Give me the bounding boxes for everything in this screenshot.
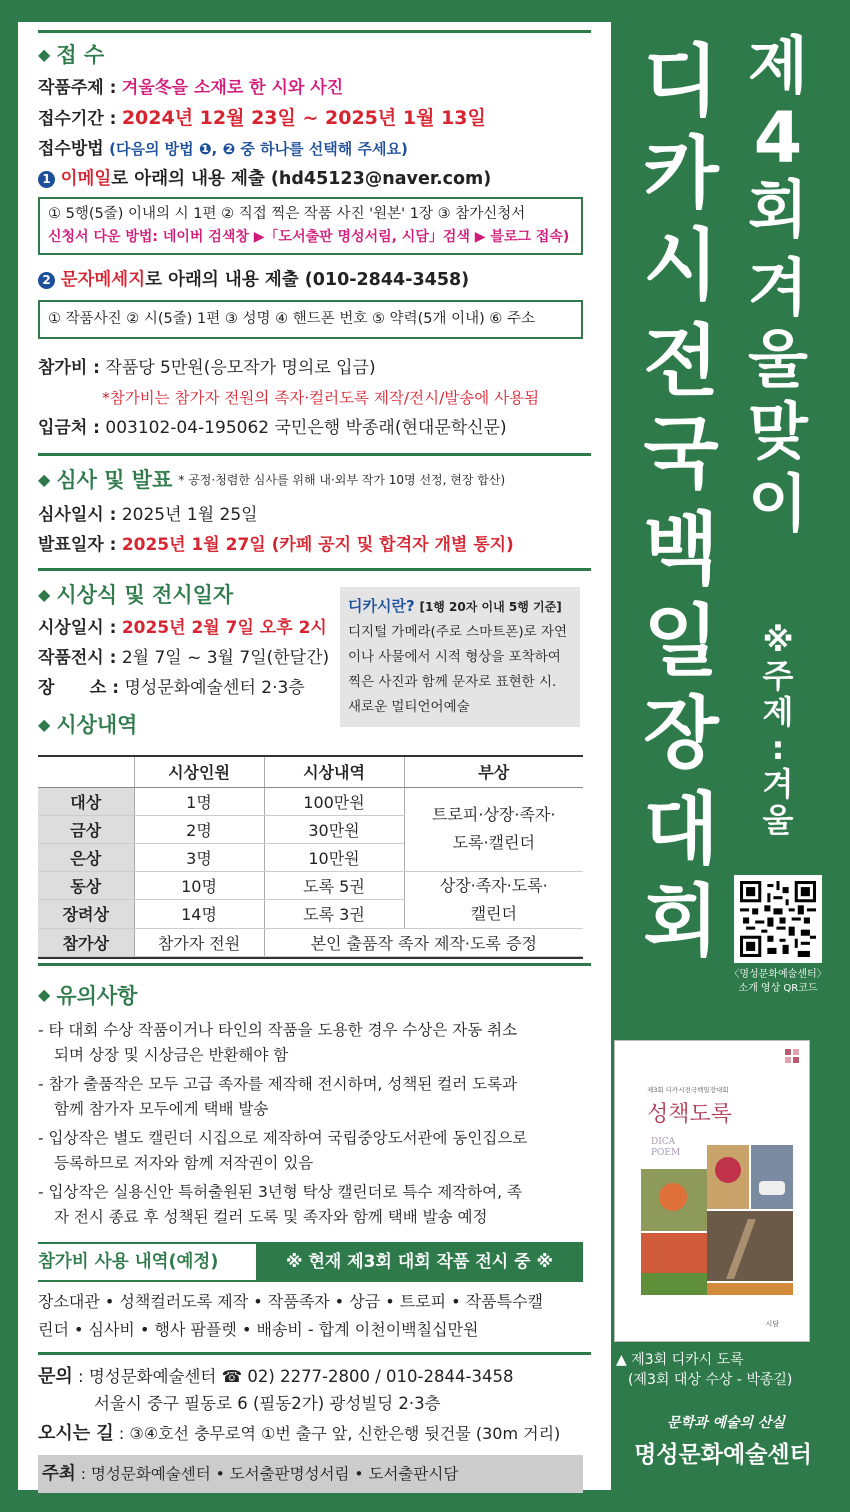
fee-row: 참가비 : 작품당 5만원(응모작가 명의로 입금) (38, 358, 376, 378)
book-photo-tree (641, 1233, 707, 1295)
period-row: 접수기간 : 2024년 12월 23일 ~ 2025년 1월 13일 (38, 107, 486, 129)
org-slogan: 문학과 예술의 산실 (667, 1415, 785, 1431)
divider (38, 963, 591, 966)
qr-code-icon (740, 881, 816, 957)
table-row: 참가상 참가자 전원 본인 출품작 족자 제작·도록 증정 (38, 928, 583, 956)
book-photo-shoes (751, 1145, 793, 1209)
exhibit-row: 작품전시 : 2월 7일 ~ 3월 7일(한달간) (38, 648, 330, 668)
list-item: - 참가 출품작은 모두 고급 족자를 제작해 전시하며, 성책된 컬러 도록과 함께 참가자 모두에게 택배 발송 (38, 1074, 518, 1118)
fee-note: *참가비는 참가자 전원의 족자·컬러도록 제작/전시/발송에 사용됨 (102, 389, 540, 407)
divider (38, 453, 591, 456)
place-row: 장 소 : 명성문화예술센터 2·3층 (38, 678, 305, 698)
exhibition-banner: ※ 현재 제3회 대회 작품 전시 중 ※ (256, 1244, 583, 1280)
email-requirements-box: ① 5행(5줄) 이내의 시 1편 ② 직접 찍은 작품 사진 '원본' 1장 ③ 참가신청서 신청서 다운 방법: 네이버 검색창 ▶「도서출판 명성서림, 시담」검색 ▶ 블로그 접속) (38, 197, 583, 255)
theme-row: 작품주제 : 겨울冬을 소재로 한 시와 사진 (38, 78, 344, 98)
book-caption: ▲ 제3회 디카시 도록 (제3회 대상 수상 - 박종길) (616, 1352, 793, 1388)
main-vertical-title: 디 카 시 전 국 백 일 장 대 회 (643, 37, 719, 967)
table-row: 금상 2명 30만원 (38, 815, 583, 843)
book-photo-flower (641, 1169, 707, 1231)
inquiry-row: 문의 : 명성문화예술센터 ☎ 02) 2277-2800 / 010-2844-3458 (38, 1365, 514, 1387)
main-panel (18, 22, 611, 1490)
section-ceremony-title: ◆ 시상식 및 전시일자 (38, 583, 234, 607)
section-awards-title: ◆ 시상내역 (38, 713, 138, 737)
table-row: 은상 3명 10만원 (38, 843, 583, 871)
book-photo-strip (707, 1283, 793, 1295)
number-1-icon: 1 (38, 171, 55, 188)
usage-line-2: 린더 • 심사비 • 행사 팜플렛 • 배송비 - 합계 이천이백칠십만원 (38, 1319, 479, 1339)
catalog-book-image: 제3회 디카시전국백일장대회 성책도록 DICA POEM 시담 (614, 1040, 810, 1342)
list-item: - 입상작은 별도 캘린더 시집으로 제작하여 국립중앙도서관에 동인집으로 등록하므로 저자와 함께 저작권이 있음 (38, 1128, 528, 1172)
dica-definition-box: 디카시란? [1행 20자 이내 5행 기준] 디지털 가메라(주로 스마트폰)로 자연 이나 사물에서 시적 형상을 포착하여 찍은 사진과 함께 문자로 표현한 시. 새로운 멀티언어예술 (340, 587, 580, 727)
announce-row: 발표일자 : 2025년 1월 27일 (카페 공지 및 합격자 개별 통지) (38, 535, 514, 555)
notes-list (38, 1018, 583, 1230)
judging-date-row: 심사일시 : 2025년 1월 25일 (38, 505, 258, 525)
divider (38, 1352, 591, 1355)
book-photo-leaf (707, 1145, 749, 1209)
sms-requirements-box: ① 작품사진 ② 시(5줄) 1편 ③ 성명 ④ 핸드폰 번호 ⑤ 약력(5개 이내) ⑥ 주소 (38, 300, 583, 339)
section-notes-title: ◆ 유의사항 (38, 983, 138, 1008)
method-row: 접수방법 (다음의 방법 ❶, ❷ 중 하나를 선택해 주세요) (38, 139, 408, 159)
book-logo-icon (785, 1049, 799, 1063)
address-row: 서울시 중구 필동로 6 (필동2가) 광성빌딩 2·3층 (94, 1393, 441, 1413)
list-item: - 입상작은 실용신안 특허출원된 3년형 탁상 캘린더로 특수 제작하여, 족 자 전시 종료 후 성책된 컬러 도록 및 족자와 함께 택배 발송 예정 (38, 1182, 522, 1226)
table-row: 동상 10명 도록 5권 상장·족자·도록· 캘린더 (38, 871, 583, 900)
edition-vertical-title: 제 4 회 겨 울 맞 이 (748, 29, 808, 540)
qr-caption: 〈명성문화예술센터〉 소개 영상 QR코드 (729, 969, 827, 994)
table-row: 장려상 14명 도록 3권 (38, 900, 583, 929)
org-name: 명성문화예술센터 (634, 1442, 812, 1468)
theme-vertical-text: ※ 주 제 : 겨 울 (762, 621, 794, 839)
sms-row: 2 문자메세지로 아래의 내용 제출 (010-2844-3458) (38, 265, 583, 295)
email-row: 1 이메일로 아래의 내용 제출 (hd45123@naver.com) (38, 164, 583, 194)
section-judging-title: ◆ 심사 및 발표 * 공정·청렴한 심사를 위해 내·외부 작가 10명 선정, 현장 합산) (38, 468, 506, 492)
awards-table: 시상인원 시상내역 부상 대상 1명 100만원 트로피·상장·족자· 도록·캘린더 금상 2명 30만원 은상 3명 10만원 동상 10명 도록 5권 상장·족자·도록· 캘린더 장려상 14명 도록 3권 참가상 참가자 전원 본인 출품작 족자 제작·도록 증정 (38, 757, 583, 957)
qr-code[interactable] (734, 875, 822, 963)
divider (38, 568, 591, 571)
awards-table-wrap (38, 755, 583, 959)
section-reception-title: ◆ 접 수 (38, 43, 105, 67)
usage-line-1: 장소대관 • 성책컬러도록 제작 • 작품족자 • 상금 • 트로피 • 작품특수캘 (38, 1291, 543, 1311)
divider (38, 30, 591, 33)
account-row: 입금처 : 003102-04-195062 국민은행 박종래(현대문학신문) (38, 418, 507, 438)
ceremony-date-row: 시상일시 : 2025년 2월 7일 오후 2시 (38, 618, 327, 638)
table-row: 대상 1명 100만원 트로피·상장·족자· 도록·캘린더 (38, 787, 583, 815)
host-bar: 주최 : 명성문화예술센터 • 도서출판명성서림 • 도서출판시담 (38, 1455, 583, 1493)
directions-row: 오시는 길 : ③④호선 충무로역 ①번 출구 앞, 신한은행 뒷건물 (30m 거리) (38, 1422, 561, 1444)
list-item: - 타 대회 수상 작품이거나 타인의 작품을 도용한 경우 수상은 자동 취소 되며 상장 및 시상금은 반환해야 함 (38, 1020, 518, 1064)
ceremony-section (38, 579, 583, 749)
number-2-icon: 2 (38, 272, 55, 289)
usage-header: 참가비 사용 내역(예정) ※ 현재 제3회 대회 작품 전시 중 ※ (38, 1242, 583, 1282)
book-photo-rail (707, 1211, 793, 1281)
